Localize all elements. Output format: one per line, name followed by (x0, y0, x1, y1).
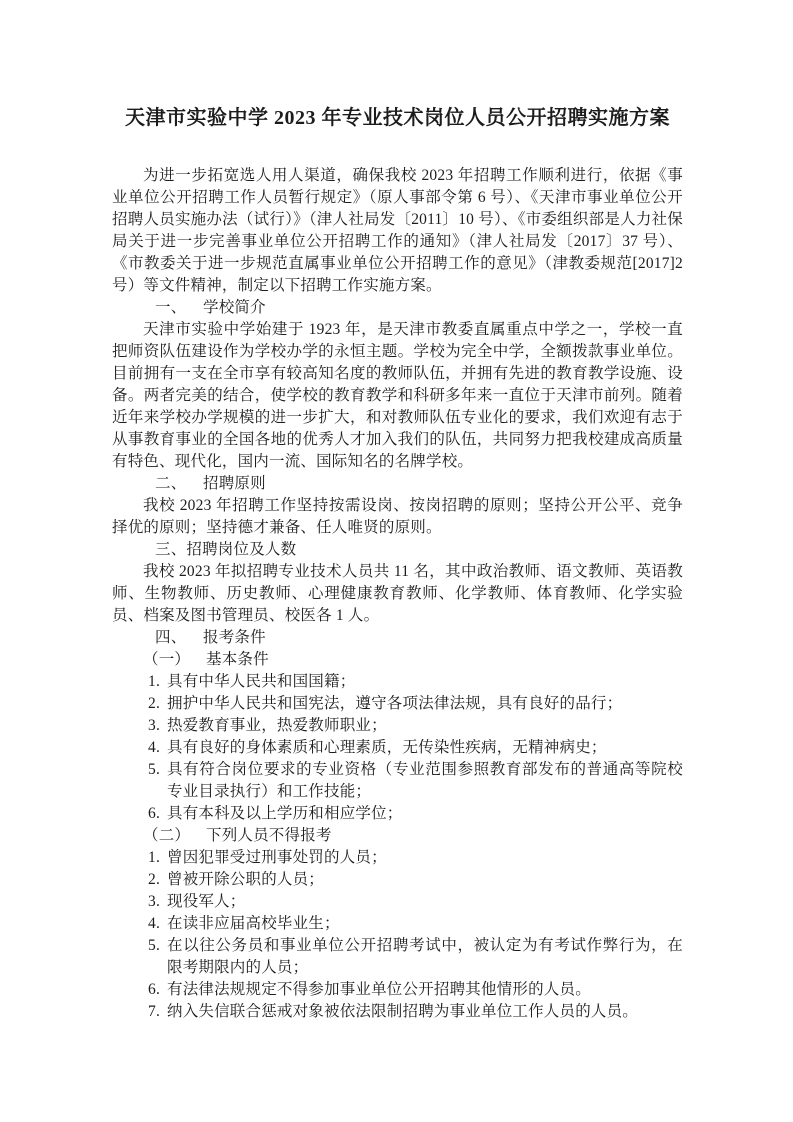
list-item-text: 有法律法规规定不得参加事业单位公开招聘其他情形的人员。 (167, 981, 591, 998)
list-item-number: 3. (148, 893, 161, 910)
list-item (112, 869, 683, 891)
list-item-text: 热爱教育事业，热爱教师职业； (167, 717, 387, 734)
list-item-text: 具有本科及以上学历和相应学位； (167, 805, 403, 822)
list-item (112, 803, 683, 825)
list-item-text: 纳入失信联合惩戒对象被依法限制招聘为事业单位工作人员的人员。 (167, 1003, 639, 1020)
subsection-label: （二） (143, 827, 191, 844)
section-number: 三、 (155, 541, 187, 558)
list-item-text: 在读非应届高校毕业生； (167, 915, 340, 932)
list-item-text: 曾被开除公职的人员； (167, 871, 325, 888)
list-item (112, 935, 683, 979)
list-item (112, 979, 683, 1001)
list-item-number: 1. (148, 673, 161, 690)
section-heading-positions (112, 539, 683, 561)
list-item (112, 693, 683, 715)
list-item (112, 671, 683, 693)
subsection-heading-basic-conditions (112, 649, 683, 671)
list-item-number: 5. (148, 761, 161, 778)
section-heading-requirements (112, 627, 683, 649)
subsection-title: 基本条件 (206, 651, 269, 668)
list-item-text: 在以往公务员和事业单位公开招聘考试中，被认定为有考试作弊行为，在限考期限内的人员； (167, 937, 683, 976)
section-heading-school-intro (112, 297, 683, 319)
list-item-number: 6. (148, 981, 161, 998)
list-item-number: 2. (148, 695, 161, 712)
list-item (112, 759, 683, 803)
section-title: 招聘原则 (203, 475, 266, 492)
section-title: 招聘岗位及人数 (186, 541, 297, 558)
list-item (112, 913, 683, 935)
list-item-number: 5. (148, 937, 161, 954)
list-item-number: 1. (148, 849, 161, 866)
list-item-number: 4. (148, 739, 161, 756)
list-item (112, 737, 683, 759)
list-item-number: 7. (148, 1003, 161, 1020)
list-item (112, 847, 683, 869)
list-item-text: 具有中华人民共和国国籍； (167, 673, 356, 690)
list-item (112, 891, 683, 913)
section-body-school-intro: 天津市实验中学始建于 1923 年，是天津市教委直属重点中学之一，学校一直把师资队伍建设作为学校办学的永恒主题。学校为完全中学，全额拨款事业单位。目前拥有一支在全市享有较高知名度的教师队伍，并拥有先进的教育教学设施、设备。两者完美的结合，使学校的教育教学和科研多年来一直位于天津市前列。随着近年来学校办学规模的进一步扩大，和对教师队伍专业化的要求，我们欢迎有志于从事教育事业的全国各地的优秀人才加入我们的队伍，共同努力把我校建成高质量有特色、现代化，国内一流、国际知名的名牌学校。 (112, 321, 683, 470)
list-item-text: 具有符合岗位要求的专业资格（专业范围参照教育部发布的普通高等院校专业目录执行）和工作技能； (167, 761, 683, 800)
list-item-text: 具有良好的身体素质和心理素质，无传染性疾病，无精神病史； (167, 739, 607, 756)
document-title: 天津市实验中学 2023 年专业技术岗位人员公开招聘实施方案 (125, 107, 670, 129)
list-item-number: 6. (148, 805, 161, 822)
list-item-number: 2. (148, 871, 161, 888)
list-item-text: 现役军人； (167, 893, 246, 910)
section-number: 二、 (155, 475, 187, 492)
section-number: 四、 (155, 629, 187, 646)
list-item (112, 1001, 683, 1023)
subsection-heading-ineligible (112, 825, 683, 847)
subsection-label: （一） (143, 651, 191, 668)
list-item-text: 拥护中华人民共和国宪法，遵守各项法律法规，具有良好的品行； (167, 695, 623, 712)
list-item-number: 3. (148, 717, 161, 734)
section-body-positions: 我校 2023 年拟招聘专业技术人员共 11 名，其中政治教师、语文教师、英语教师、生物教师、历史教师、心理健康教育教师、化学教师、体育教师、化学实验员、档案及图书管理员、校医各 1 人。 (112, 563, 683, 624)
intro-paragraph: 为进一步拓宽选人用人渠道，确保我校 2023 年招聘工作顺利进行，依据《事业单位公开招聘工作人员暂行规定》（原人事部令第 6 号）、《天津市事业单位公开招聘人员实施办法（试行）》（津人社局发〔2011〕10 号）、《市委组织部是人力社保局关于进一步完善事业单位公开招聘工作的通知》（津人社局发〔2017〕37 号）、《市教委关于进一步规范直属事业单位公开招聘工作的意见》（津教委规范[2017]2 号）等文件精神，制定以下招聘工作实施方案。 (112, 167, 683, 294)
section-number: 一、 (155, 299, 187, 316)
list-item-text: 曾因犯罪受过刑事处罚的人员； (167, 849, 387, 866)
section-title: 报考条件 (203, 629, 266, 646)
list-item-number: 4. (148, 915, 161, 932)
subsection-title: 下列人员不得报考 (206, 827, 332, 844)
list-item (112, 715, 683, 737)
section-title: 学校简介 (203, 299, 266, 316)
section-heading-principles (112, 473, 683, 495)
section-body-principles: 我校 2023 年招聘工作坚持按需设岗、按岗招聘的原则；坚持公开公平、竞争择优的原则；坚持德才兼备、任人唯贤的原则。 (112, 497, 683, 536)
